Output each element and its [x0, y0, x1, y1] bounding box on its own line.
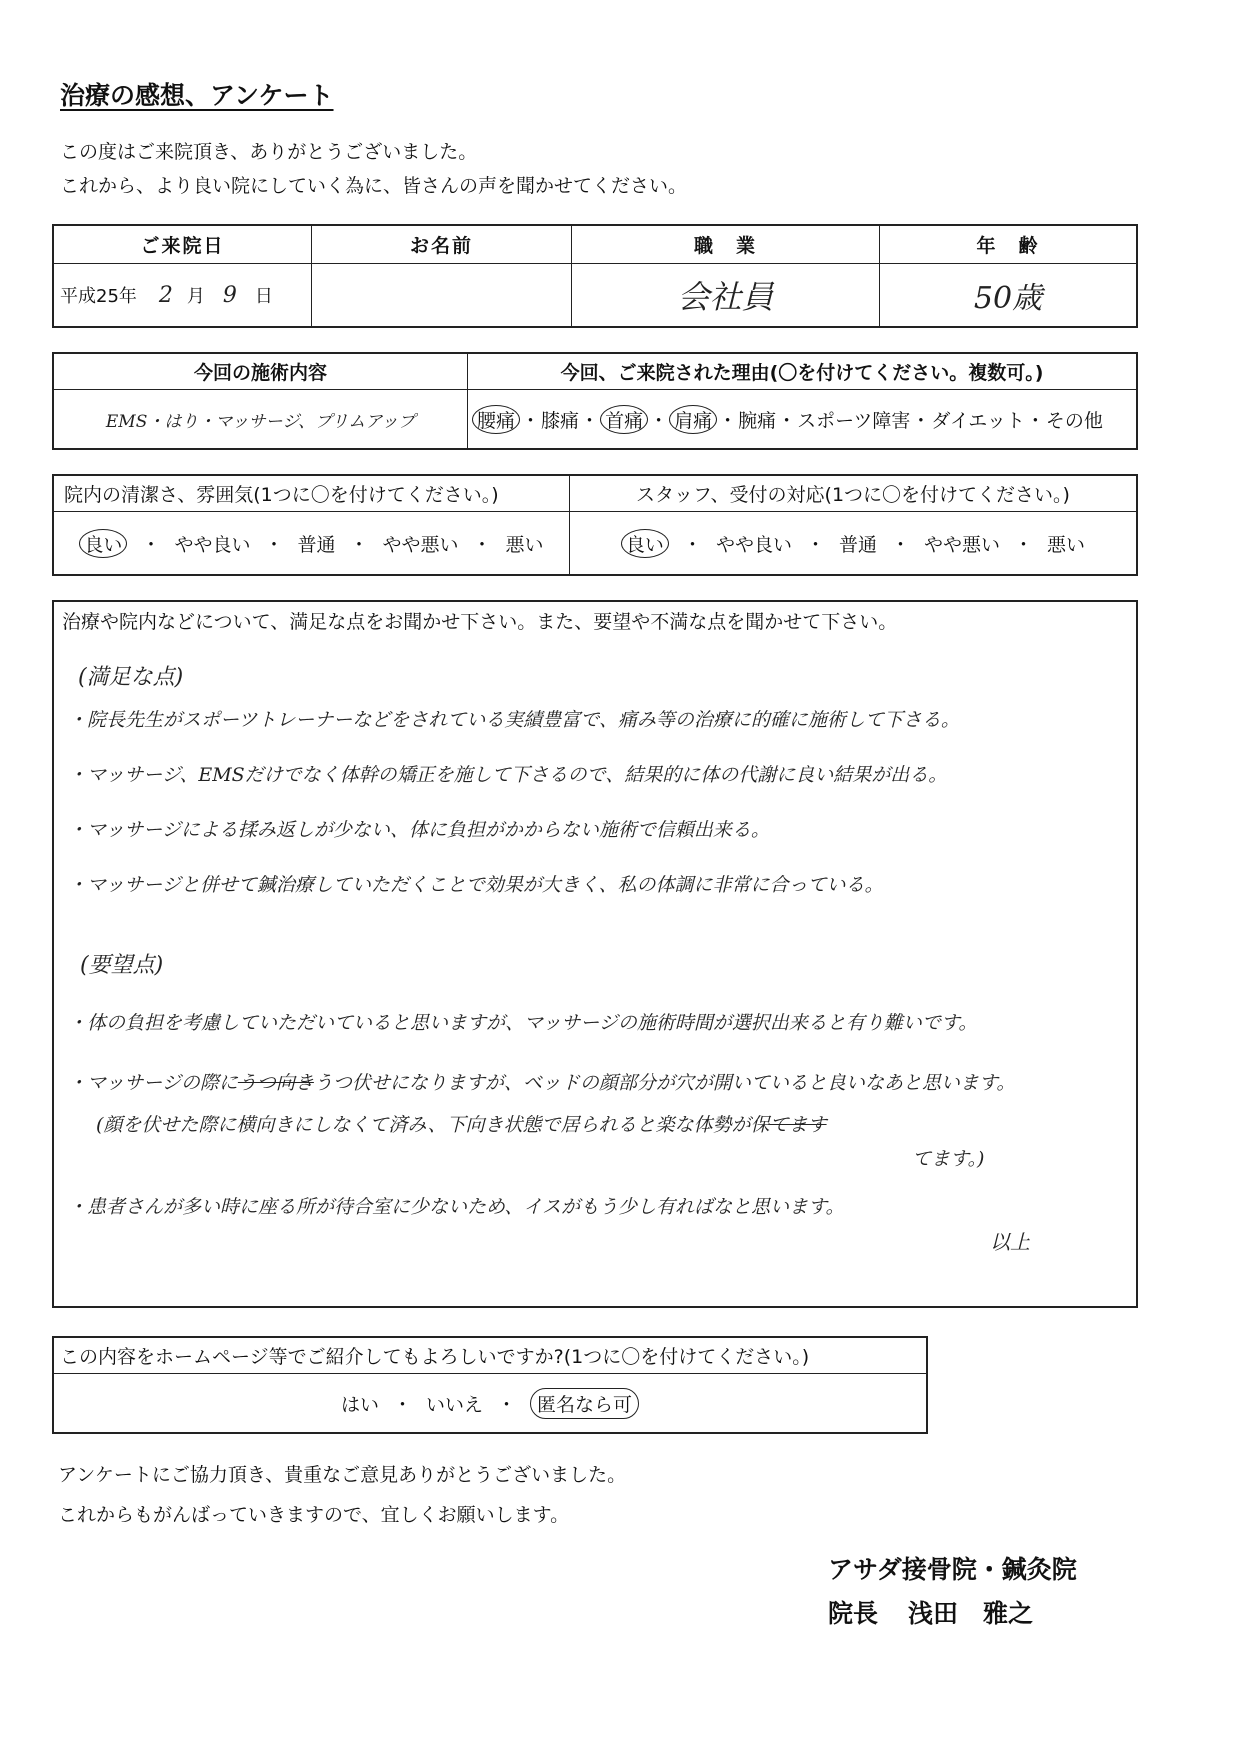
option-separator: ・ — [521, 409, 541, 432]
option-separator: ・ — [718, 409, 738, 432]
visit-date-era: 平成25年 — [60, 286, 137, 307]
option-separator: ・ — [349, 533, 369, 556]
info-table — [52, 224, 1138, 328]
cleanliness-options — [54, 512, 570, 574]
header-cleanliness: 院内の清潔さ、雰囲気(1つに〇を付けてください。) — [54, 476, 570, 511]
reason-option[interactable]: 肩痛 — [669, 405, 717, 434]
staff-option[interactable]: やや良い — [715, 533, 792, 556]
clinic-name: アサダ接骨院・鍼灸院 — [828, 1555, 1077, 1584]
director-name: 浅田 雅之 — [908, 1599, 1034, 1628]
request-item: ・体の負担を考慮していただいていると思いますが、マッサージの施術時間が選択出来ると有り難いです。 — [68, 1012, 978, 1034]
consent-option[interactable]: はい — [340, 1393, 379, 1416]
reason-option[interactable]: その他 — [1045, 409, 1103, 432]
option-separator: ・ — [777, 409, 797, 432]
option-separator: ・ — [472, 533, 492, 556]
struck-text-2: てます — [769, 1114, 827, 1136]
intro-line-2: これから、より良い院にしていく為に、皆さんの声を聞かせてください。 — [60, 175, 688, 197]
consent-header: この内容をホームページ等でご紹介してもよろしいですか?(1つに〇を付けてください。) — [60, 1346, 810, 1368]
footer-line-2: これからもがんばっていきますので、宜しくお願いします。 — [58, 1504, 570, 1526]
option-separator: ・ — [392, 1393, 412, 1416]
option-separator: ・ — [1025, 409, 1045, 432]
satisfied-heading: (満足な点) — [78, 665, 184, 690]
reason-option[interactable]: 腰痛 — [472, 405, 520, 434]
option-separator: ・ — [891, 533, 911, 556]
director-line — [828, 1594, 1033, 1630]
cleanliness-option[interactable]: 普通 — [297, 533, 336, 556]
intro-line-1: この度はご来院頂き、ありがとうございました。 — [60, 141, 478, 163]
cleanliness-option[interactable]: やや良い — [174, 533, 251, 556]
cleanliness-option[interactable]: やや悪い — [382, 533, 459, 556]
option-separator: ・ — [649, 409, 669, 432]
option-separator: ・ — [580, 409, 600, 432]
request-item: ・患者さんが多い時に座る所が待合室に少ないため、イスがもう少し有ればなと思います。 — [68, 1196, 845, 1218]
feedback-header: 治療や院内などについて、満足な点をお聞かせ下さい。また、要望や不満な点を聞かせて下さい。 — [62, 610, 898, 633]
name-field[interactable] — [312, 264, 572, 326]
consent-option[interactable]: いいえ — [425, 1393, 483, 1416]
staff-option[interactable]: やや悪い — [924, 533, 1001, 556]
director-title: 院長 — [828, 1599, 879, 1628]
header-treatment: 今回の施術内容 — [54, 354, 468, 389]
rating-table — [52, 474, 1138, 576]
reason-options — [468, 390, 1136, 448]
reason-option[interactable]: スポーツ障害 — [797, 409, 911, 432]
request-item-note: (顔を伏せた際に横向きにしなくて済み、下向き状態で居られると楽な体勢が保てます — [96, 1114, 827, 1136]
page-title: 治療の感想、アンケート — [60, 81, 334, 110]
option-separator: ・ — [141, 533, 161, 556]
treatment-field[interactable]: EMS・はり・マッサージ、プリムアップ — [54, 390, 468, 448]
staff-option[interactable]: 悪い — [1047, 533, 1086, 556]
header-age: 年 齢 — [976, 235, 1040, 257]
visit-date-day: 9 — [222, 282, 237, 308]
visit-date-field[interactable] — [54, 264, 312, 326]
occupation-field[interactable]: 会社員 — [572, 264, 880, 326]
footer-line-1: アンケートにご協力頂き、貴重なご意見ありがとうございました。 — [58, 1464, 627, 1486]
staff-options — [570, 512, 1136, 574]
option-separator: ・ — [1014, 533, 1034, 556]
satisfied-item: ・マッサージ、EMSだけでなく体幹の矯正を施して下さるので、結果的に体の代謝に良い結果が出る。 — [68, 764, 948, 786]
reason-option[interactable]: ダイエット — [931, 409, 1025, 432]
satisfied-item: ・マッサージによる揉み返しが少ない、体に負担がかからない施術で信頼出来る。 — [68, 819, 770, 841]
option-separator: ・ — [497, 1393, 517, 1416]
option-separator: ・ — [264, 533, 284, 556]
reason-option[interactable]: 膝痛 — [541, 409, 580, 432]
cleanliness-option[interactable]: 良い — [79, 529, 127, 558]
satisfied-item: ・院長先生がスポーツトレーナーなどをされている実績豊富で、痛み等の治療に的確に施術して下さる。 — [68, 709, 960, 731]
closing-mark: 以上 — [990, 1230, 1030, 1254]
consent-box — [52, 1336, 928, 1434]
header-visit-reason: 今回、ご来院された理由(〇を付けてください。複数可。) — [560, 362, 1044, 384]
option-separator: ・ — [805, 533, 825, 556]
age-field[interactable]: 50歳 — [973, 281, 1043, 316]
header-visit-date: ご来院日 — [54, 226, 312, 263]
request-item-note-end: てます。) — [912, 1148, 985, 1170]
staff-option[interactable]: 良い — [621, 529, 669, 558]
cleanliness-option[interactable]: 悪い — [505, 533, 544, 556]
reason-option[interactable]: 腕痛 — [738, 409, 777, 432]
requests-heading: (要望点) — [80, 953, 164, 978]
option-separator: ・ — [911, 409, 931, 432]
header-name: お名前 — [312, 226, 572, 263]
treatment-table — [52, 352, 1138, 450]
header-staff: スタッフ、受付の対応(1つに〇を付けてください。) — [636, 484, 1070, 506]
staff-option[interactable]: 普通 — [838, 533, 877, 556]
satisfied-item: ・マッサージと併せて鍼治療していただくことで効果が大きく、私の体調に非常に合っている。 — [68, 874, 884, 896]
struck-text: うつ向き — [237, 1072, 314, 1094]
option-separator: ・ — [682, 533, 702, 556]
reason-option[interactable]: 首痛 — [600, 405, 648, 434]
consent-options — [54, 1374, 926, 1432]
visit-date-day-unit: 日 — [254, 286, 273, 307]
consent-option[interactable]: 匿名なら可 — [530, 1388, 639, 1419]
request-item: ・マッサージの際にうつ向きうつ伏せになりますが、ベッドの顔部分が穴が開いていると良いなあと思います。 — [68, 1072, 1016, 1094]
visit-date-month-unit: 月 — [186, 286, 205, 307]
header-occupation: 職 業 — [572, 226, 880, 263]
visit-date-month: 2 — [158, 282, 173, 308]
